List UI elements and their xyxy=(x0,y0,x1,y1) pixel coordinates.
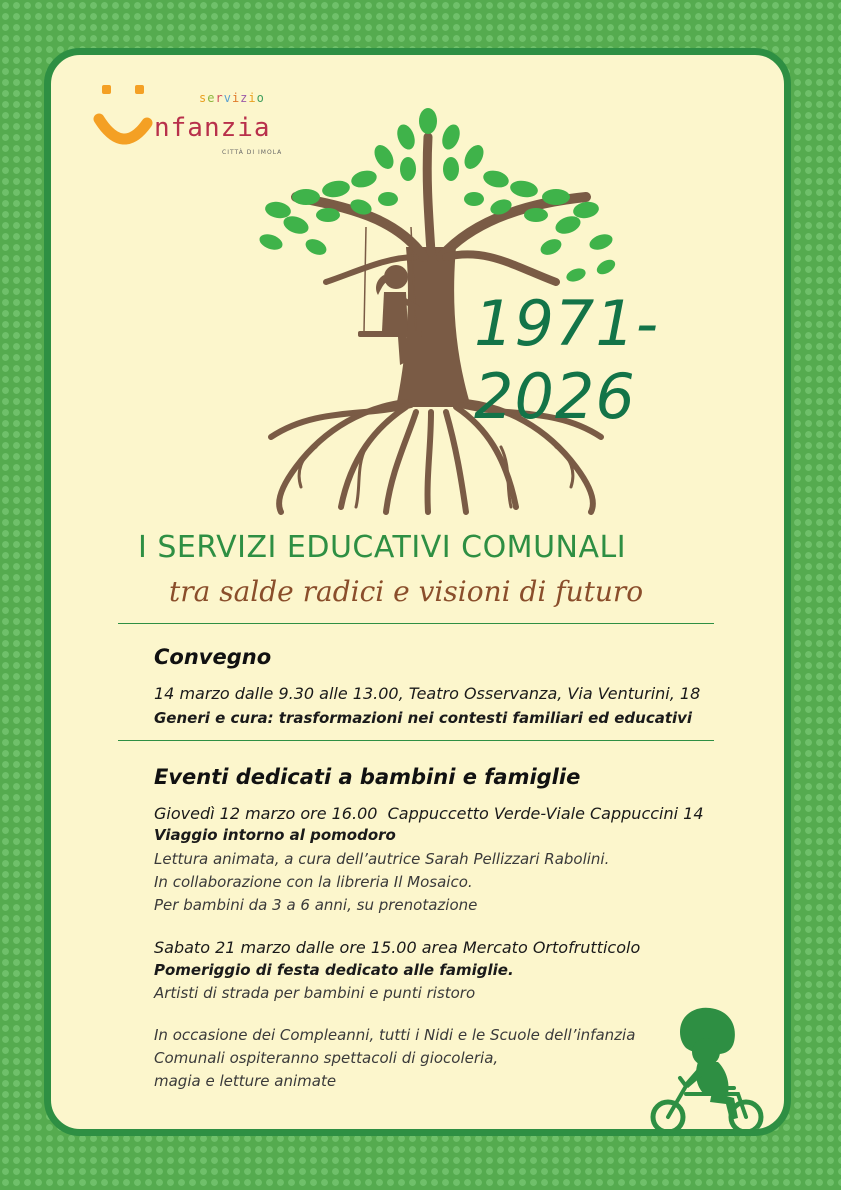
note-line2: Comunali ospiteranno spettacoli di giocoleria, xyxy=(154,1049,499,1067)
event1-when: Giovedì 12 marzo ore 16.00 xyxy=(154,804,378,823)
event1-title: Viaggio intorno al pomodoro xyxy=(154,826,396,844)
note-line3: magia e letture animate xyxy=(154,1072,337,1090)
event1-where: Cappuccetto Verde-Viale Cappuccini 14 xyxy=(387,804,704,823)
convegno-when: 14 marzo dalle 9.30 alle 13.00, Teatro Osservanza, Via Venturini, 18 xyxy=(154,684,701,703)
divider-top xyxy=(118,623,714,624)
kid-bike-icon xyxy=(648,1002,768,1136)
logo-city-text: CITTÀ DI IMOLA xyxy=(222,149,283,156)
event1-line2: In collaborazione con la libreria Il Mosaico. xyxy=(154,873,473,891)
subtitle: tra salde radici e visioni di futuro xyxy=(169,575,644,608)
divider-middle xyxy=(118,740,714,741)
eventi-heading: Eventi dedicati a bambini e famiglie xyxy=(154,765,581,789)
event1-line3: Per bambini da 3 a 6 anni, su prenotazione xyxy=(154,896,478,914)
event2-when: Sabato 21 marzo dalle ore 15.00 xyxy=(154,938,417,957)
event2-line1: Artisti di strada per bambini e punti ristoro xyxy=(154,984,476,1002)
event2-where: area Mercato Ortofrutticolo xyxy=(421,938,641,957)
logo-servizio-text: servizio xyxy=(199,91,265,105)
event1-line1: Lettura animata, a cura dell’autrice Sarah Pellizzari Rabolini. xyxy=(154,850,610,868)
poster-card xyxy=(44,48,791,1136)
event2-title: Pomeriggio di festa dedicato alle famiglie. xyxy=(154,961,514,979)
event2-when-line xyxy=(154,938,640,957)
smile-logo-icon xyxy=(93,79,163,169)
convegno-topic: Generi e cura: trasformazioni nei contesti familiari ed educativi xyxy=(154,709,693,727)
note-line1: In occasione dei Compleanni, tutti i Nidi e le Scuole dell’infanzia xyxy=(154,1026,636,1044)
main-title: I SERVIZI EDUCATIVI COMUNALI xyxy=(138,530,627,565)
convegno-heading: Convegno xyxy=(154,645,272,669)
logo-infanzia-text: nfanzia xyxy=(154,113,271,143)
anniversary-years: 1971-2026 xyxy=(474,287,660,433)
event1-when-line xyxy=(154,804,704,823)
